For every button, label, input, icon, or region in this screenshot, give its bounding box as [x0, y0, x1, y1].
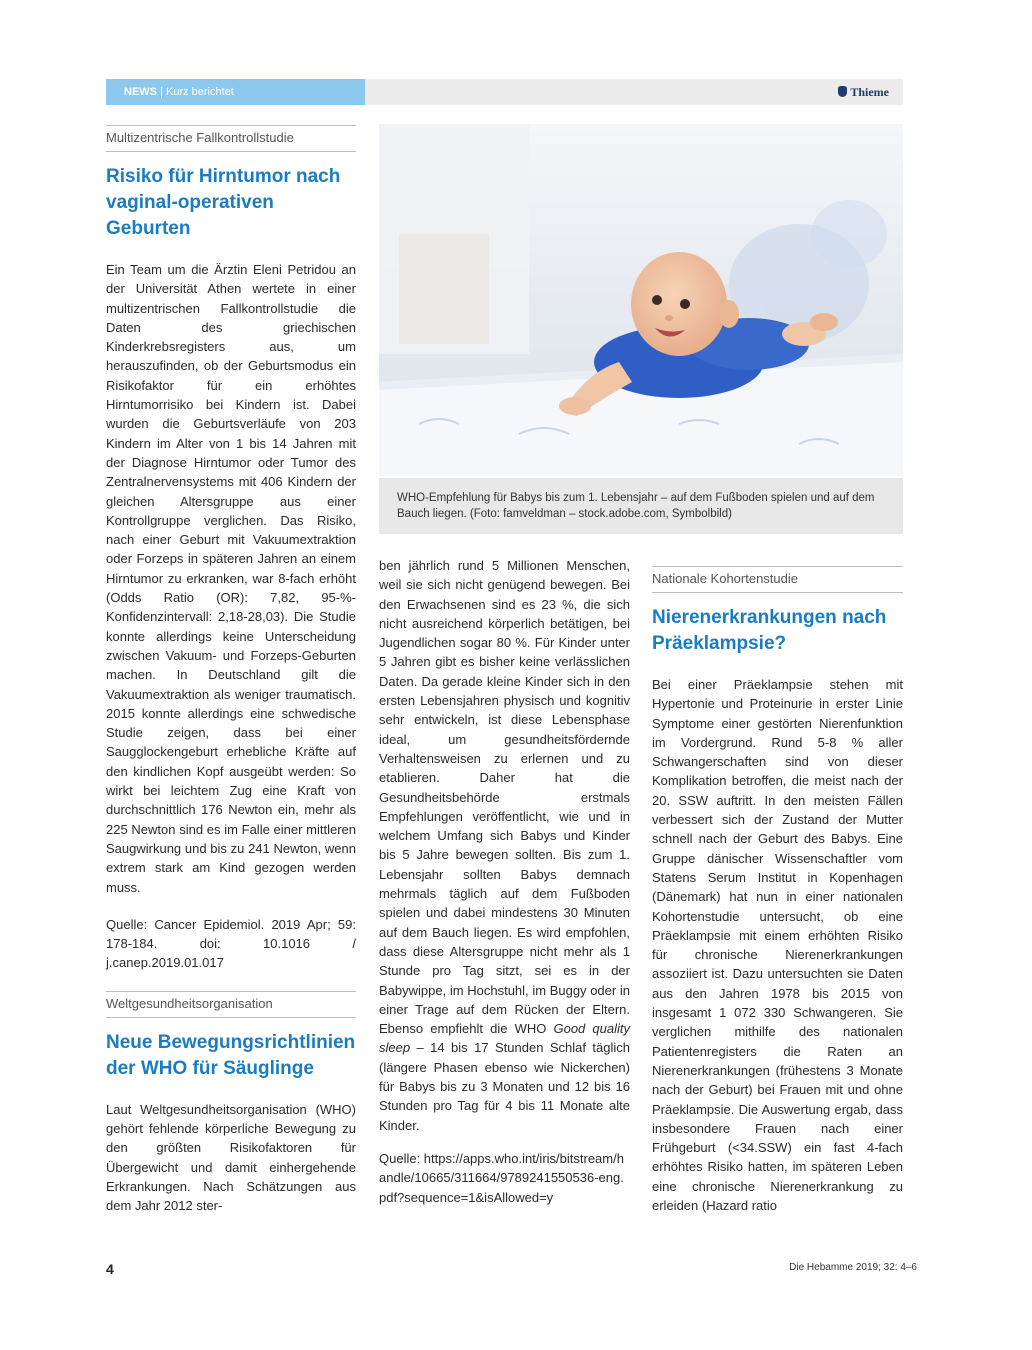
column-left [106, 125, 356, 1215]
section-separator: | [160, 86, 163, 98]
publisher-logo [838, 79, 889, 105]
thieme-logo-icon [838, 86, 847, 97]
article3-headline: Nierenerkrankungen nach Präeklampsie? [652, 607, 887, 654]
journal-citation: Die Hebamme 2019; 32: 4–6 [789, 1262, 917, 1273]
article-photo [379, 124, 903, 476]
article2-body-text-a: ben jährlich rund 5 Millionen Menschen, weil sie sich nicht genügend bewegen. Bei den Erwachsenen sind es 23 %, die sich nicht ausreichend körperlich betätigen, bei Jugendlichen sogar 80 %. Für Kinder unter 5 Jahren gibt es bisher keine verlässlichen Daten. Da gerade kleine Kinder sich in den ersten Lebensjahren physisch und kognitiv sehr entwickeln, ist diese Lebensphase ideal, um gesundheitsfördernde Verhaltensweisen zu erlernen und zu etablieren. Daher hat die Gesundheitsbehörde erstmals Empfehlungen veröffentlicht, wie und in welchem Umfang sich Babys und Kinder bis 5 Jahre bewegen sollten. Bis zum 1. Lebensjahr sollten Babys demnach mehrmals täglich auf dem Fußboden spielen und dabei mindestens 30 Minuten auf dem Bauch liegen. Es wird empfohlen, dass diese Altersgruppe nicht mehr als 1 Stunde pro Tag sitzt, sei es in der Babywippe, im Hochstuhl, im Buggy oder in einer Trage auf dem Rücken der Eltern. Ebenso empfiehlt die WHO [379, 558, 630, 1037]
subsection-label: Kurz berichtet [165, 86, 234, 98]
section-label: NEWS [124, 86, 157, 98]
article2-body-italic: Good quality sleep [379, 1021, 630, 1056]
article2-headline: Neue Bewegungsrichtlinien der WHO für Säuglinge [106, 1031, 356, 1079]
article2-body-part2 [379, 556, 630, 1135]
article3-body: Bei einer Präeklampsie stehen mit Hypertonie und Proteinurie in erster Linie Symptome einer gestörten Nierenfunktion im Vordergrund. Rund 5-8 % aller Schwangerschaften sind von dieser Komplikation betroffen, die meist nach der 20. SSW auftritt. In den meisten Fällen verbessert sich der Zustand der Mutter schnell nach der Geburt des Babys. Eine Gruppe dänischer Wissenschaftler vom Statens Serum Institut in Kopenhagen (Dänemark) hat nun in einer nationalen Kohortenstudie untersucht, ob eine Präeklampsie mit einem erhöhten Risiko für chronische Nierenerkrankungen assoziiert ist. Dazu untersuchten sie Daten aus den Jahren 1978 bis 2015 von insgesamt 1 072 330 Schwangeren. Sie verglichen mithilfe des nationalen Patientenregisters die Raten an Nierenerkrankungen (frühestens 3 Monate nach der Geburt) bei Frauen mit und ohne Präeklampsie. Die Auswertung ergab, dass insbesondere Frauen nach einer Frühgeburt (<34.SSW) ein fast 4-fach erhöhtes Risiko hatten, im späteren Leben eine chronische Nierenerkrankung zu erleiden (Hazard ratio [652, 677, 903, 1214]
column-middle [379, 556, 630, 1207]
article1-body: Ein Team um die Ärztin Eleni Petridou an der Universität Athen wertete in einer multizentrischen Fallkontrollstudie die Daten des griechischen Kinderkrebsregisters aus, um herauszufinden, ob der Geburtsmodus ein Risikofaktor für ein erhöhtes Hirntumorrisiko bei Kindern ist. Dabei wurden die Geburtsverläufe von 203 Kindern im Alter von 1 bis 14 Jahren mit der Diagnose Hirntumor oder Tumor des Zentralnervensystems mit 406 Kindern der gleichen Altersgruppe aus einer Kontrollgruppe verglichen. Das Risiko, nach einer Geburt mit Vakuumextraktion oder Forzeps in späteren Jahren an einem Hirntumor zu erkranken, war 8-fach erhöht (Odds Ratio (OR): 7,82, 95-%-Konfidenzintervall: 2,18-28,03). Die Studie konnte allerdings keine Unterscheidung zwischen Vakuum- und Forzeps-Geburten machen. In Deutschland gilt die Vakuumextraktion als weniger traumatisch. 2015 konnte allerdings eine schwedische Studie zeigen, dass bei einer Saugglockengeburt erhebliche Kräfte auf den kindlichen Kopf ausgeübt werden: So wirkt bei leichtem Zug eine Kraft von durchschnittlich 176 Newton ein, mehr als 225 Newton sind es im Falle einer mittleren Saugwirkung und bis zu 241 Newton, wenn extrem stark am Kind gezogen werden muss. [106, 262, 356, 895]
article2-source: Quelle: https://apps.who.int/iris/bitstream/handle/10665/311664/9789241550536-eng.pdf?sequence=1&isAllowed=y [379, 1150, 624, 1205]
photo-caption: WHO-Empfehlung für Babys bis zum 1. Lebensjahr – auf dem Fußboden spielen und auf dem Bauch liegen. (Foto: famveldman – stock.adobe.com, Symbolbild) [379, 478, 903, 534]
baby-photo-illustration [379, 124, 903, 476]
article1-kicker: Multizentrische Fallkontrollstudie [106, 125, 356, 152]
article1-source: Quelle: Cancer Epidemiol. 2019 Apr; 59: 178-184. doi: 10.1016 / j.canep.2019.01.017 [106, 916, 356, 971]
article3-kicker: Nationale Kohortenstudie [652, 566, 903, 593]
publisher-name: Thieme [850, 85, 889, 99]
article2-body-part1: Laut Weltgesundheitsorganisation (WHO) gehört fehlende körperliche Bewegung zu den größten Risikofaktoren für Übergewicht und damit einhergehende Erkrankungen. Nach Schätzungen aus dem Jahr 2012 ster- [106, 1101, 356, 1214]
article2-kicker: Weltgesundheitsorganisation [106, 991, 356, 1018]
column-right [652, 566, 903, 1215]
article2-body-text-b: – 14 bis 17 Stunden Schlaf täglich (längere Phasen ebenso wie Nickerchen) für Babys bis zu 3 Monaten und 12 bis 16 Stunden pro Tag für 4 bis 11 Monate alte Kinder. [379, 1040, 630, 1133]
page-number: 4 [106, 1261, 114, 1277]
page-header [106, 79, 903, 105]
article1-headline: Risiko für Hirntumor nach vaginal-operativen Geburten [106, 166, 341, 239]
section-tag [106, 79, 365, 105]
